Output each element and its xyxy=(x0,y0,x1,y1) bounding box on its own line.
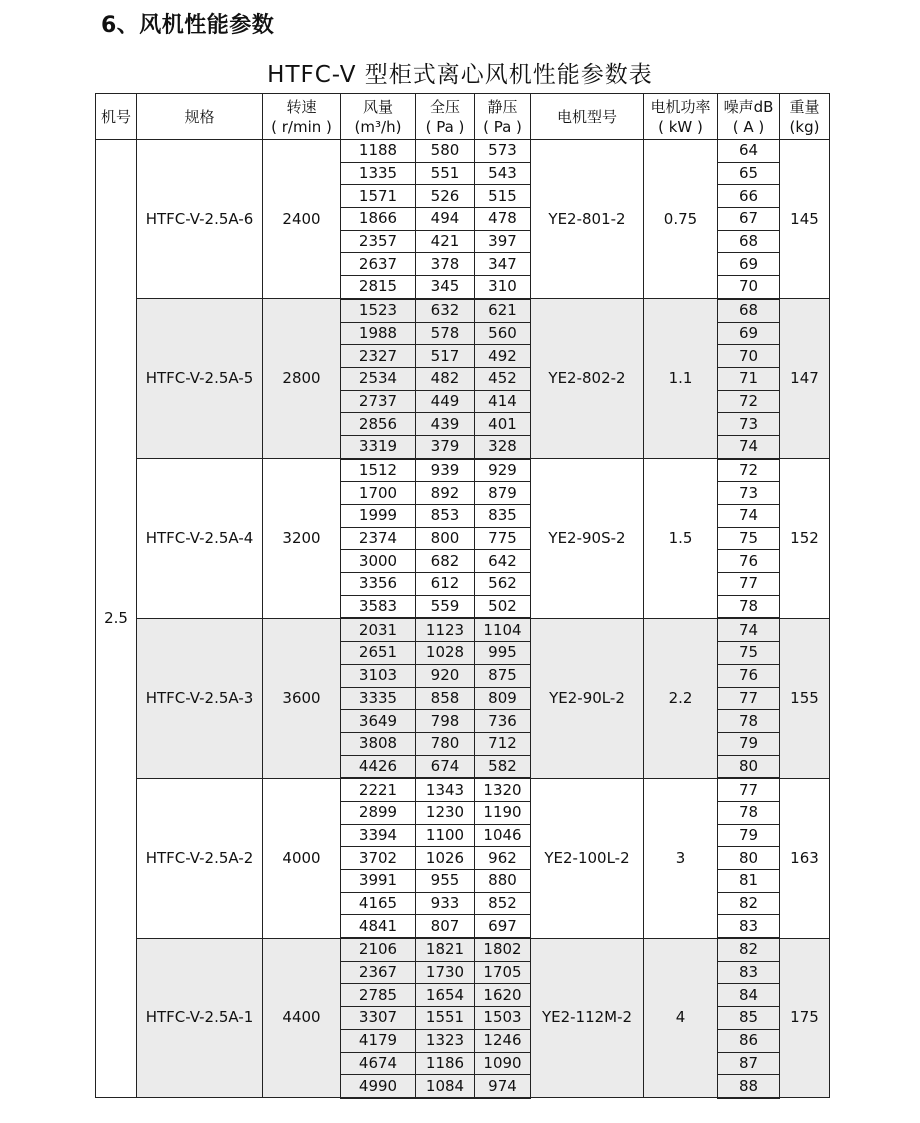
airflow-cell: 4674 xyxy=(341,1052,416,1075)
static-pressure-cell: 736 xyxy=(475,710,531,733)
total-pressure-cell: 379 xyxy=(416,435,475,458)
noise-cell: 86 xyxy=(718,1029,780,1052)
weight-cell: 147 xyxy=(780,299,830,459)
static-pressure-cell: 328 xyxy=(475,435,531,458)
total-pressure-cell: 1730 xyxy=(416,961,475,984)
airflow-cell: 3000 xyxy=(341,550,416,573)
static-pressure-cell: 397 xyxy=(475,230,531,253)
static-pressure-cell: 560 xyxy=(475,322,531,345)
airflow-cell: 2221 xyxy=(341,778,416,801)
total-pressure-cell: 1100 xyxy=(416,824,475,847)
static-pressure-cell: 835 xyxy=(475,505,531,528)
motor-power-cell: 1.5 xyxy=(644,459,718,619)
weight-cell: 175 xyxy=(780,938,830,1098)
noise-cell: 65 xyxy=(718,162,780,185)
static-pressure-cell: 697 xyxy=(475,915,531,938)
total-pressure-cell: 1028 xyxy=(416,642,475,665)
total-pressure-cell: 1123 xyxy=(416,618,475,641)
total-pressure-cell: 955 xyxy=(416,870,475,893)
airflow-cell: 2327 xyxy=(341,345,416,368)
airflow-cell: 2031 xyxy=(341,618,416,641)
spec-cell: HTFC-V-2.5A-5 xyxy=(137,299,263,459)
static-pressure-cell: 310 xyxy=(475,276,531,299)
motor-model-cell: YE2-100L-2 xyxy=(531,778,644,938)
header-row xyxy=(96,94,830,140)
noise-cell: 68 xyxy=(718,230,780,253)
airflow-cell: 2737 xyxy=(341,390,416,413)
airflow-cell: 1335 xyxy=(341,162,416,185)
total-pressure-cell: 526 xyxy=(416,185,475,208)
static-pressure-cell: 880 xyxy=(475,870,531,893)
airflow-cell: 1999 xyxy=(341,505,416,528)
static-pressure-cell: 502 xyxy=(475,595,531,618)
noise-cell: 69 xyxy=(718,322,780,345)
static-pressure-cell: 478 xyxy=(475,208,531,231)
total-pressure-cell: 612 xyxy=(416,573,475,596)
speed-cell: 3200 xyxy=(263,459,341,619)
airflow-cell: 2357 xyxy=(341,230,416,253)
motor-model-cell: YE2-90L-2 xyxy=(531,618,644,778)
motor-model-cell: YE2-112M-2 xyxy=(531,938,644,1098)
airflow-cell: 2815 xyxy=(341,276,416,299)
noise-cell: 79 xyxy=(718,824,780,847)
noise-cell: 66 xyxy=(718,185,780,208)
static-pressure-cell: 1620 xyxy=(475,984,531,1007)
airflow-cell: 2856 xyxy=(341,413,416,436)
total-pressure-cell: 858 xyxy=(416,687,475,710)
noise-cell: 78 xyxy=(718,801,780,824)
airflow-cell: 3335 xyxy=(341,687,416,710)
total-pressure-cell: 1026 xyxy=(416,847,475,870)
noise-cell: 88 xyxy=(718,1075,780,1098)
motor-power-cell: 3 xyxy=(644,778,718,938)
static-pressure-cell: 962 xyxy=(475,847,531,870)
spec-cell: HTFC-V-2.5A-3 xyxy=(137,618,263,778)
total-pressure-cell: 933 xyxy=(416,892,475,915)
static-pressure-cell: 1190 xyxy=(475,801,531,824)
table-row xyxy=(96,778,830,801)
airflow-cell: 3991 xyxy=(341,870,416,893)
noise-cell: 73 xyxy=(718,413,780,436)
total-pressure-cell: 798 xyxy=(416,710,475,733)
airflow-cell: 3307 xyxy=(341,1007,416,1030)
static-pressure-cell: 582 xyxy=(475,755,531,778)
static-pressure-cell: 995 xyxy=(475,642,531,665)
airflow-cell: 3649 xyxy=(341,710,416,733)
airflow-cell: 2374 xyxy=(341,527,416,550)
total-pressure-cell: 682 xyxy=(416,550,475,573)
total-pressure-cell: 632 xyxy=(416,299,475,322)
noise-cell: 87 xyxy=(718,1052,780,1075)
header-noise: 噪声dB ( A ) xyxy=(718,94,780,140)
speed-cell: 4000 xyxy=(263,778,341,938)
total-pressure-cell: 482 xyxy=(416,367,475,390)
static-pressure-cell: 347 xyxy=(475,253,531,276)
noise-cell: 74 xyxy=(718,618,780,641)
airflow-cell: 2534 xyxy=(341,367,416,390)
noise-cell: 77 xyxy=(718,687,780,710)
header-airflow: 风量 (m³/h) xyxy=(341,94,416,140)
total-pressure-cell: 378 xyxy=(416,253,475,276)
noise-cell: 77 xyxy=(718,778,780,801)
static-pressure-cell: 401 xyxy=(475,413,531,436)
total-pressure-cell: 449 xyxy=(416,390,475,413)
total-pressure-cell: 807 xyxy=(416,915,475,938)
noise-cell: 81 xyxy=(718,870,780,893)
airflow-cell: 3808 xyxy=(341,732,416,755)
static-pressure-cell: 573 xyxy=(475,140,531,163)
static-pressure-cell: 414 xyxy=(475,390,531,413)
motor-model-cell: YE2-90S-2 xyxy=(531,459,644,619)
noise-cell: 83 xyxy=(718,961,780,984)
airflow-cell: 1571 xyxy=(341,185,416,208)
total-pressure-cell: 939 xyxy=(416,459,475,482)
total-pressure-cell: 517 xyxy=(416,345,475,368)
airflow-cell: 4165 xyxy=(341,892,416,915)
header-speed: 转速 ( r/min ) xyxy=(263,94,341,140)
table-row xyxy=(96,938,830,961)
motor-model-cell: YE2-801-2 xyxy=(531,140,644,299)
static-pressure-cell: 809 xyxy=(475,687,531,710)
airflow-cell: 3702 xyxy=(341,847,416,870)
noise-cell: 67 xyxy=(718,208,780,231)
noise-cell: 77 xyxy=(718,573,780,596)
header-motor-power: 电机功率 ( kW ) xyxy=(644,94,718,140)
section-heading: 6、风机性能参数 xyxy=(101,13,275,38)
speed-cell: 2400 xyxy=(263,140,341,299)
speed-cell: 4400 xyxy=(263,938,341,1098)
speed-cell: 3600 xyxy=(263,618,341,778)
static-pressure-cell: 452 xyxy=(475,367,531,390)
total-pressure-cell: 1084 xyxy=(416,1075,475,1098)
header-weight: 重量 (kg) xyxy=(780,94,830,140)
static-pressure-cell: 775 xyxy=(475,527,531,550)
noise-cell: 70 xyxy=(718,276,780,299)
total-pressure-cell: 580 xyxy=(416,140,475,163)
noise-cell: 76 xyxy=(718,550,780,573)
noise-cell: 82 xyxy=(718,892,780,915)
total-pressure-cell: 578 xyxy=(416,322,475,345)
total-pressure-cell: 800 xyxy=(416,527,475,550)
noise-cell: 80 xyxy=(718,847,780,870)
static-pressure-cell: 1104 xyxy=(475,618,531,641)
header-machine-no: 机号 xyxy=(96,94,137,140)
static-pressure-cell: 642 xyxy=(475,550,531,573)
airflow-cell: 4841 xyxy=(341,915,416,938)
table-row xyxy=(96,299,830,322)
airflow-cell: 4179 xyxy=(341,1029,416,1052)
total-pressure-cell: 920 xyxy=(416,664,475,687)
noise-cell: 70 xyxy=(718,345,780,368)
weight-cell: 163 xyxy=(780,778,830,938)
table-row xyxy=(96,459,830,482)
motor-power-cell: 1.1 xyxy=(644,299,718,459)
static-pressure-cell: 1503 xyxy=(475,1007,531,1030)
noise-cell: 69 xyxy=(718,253,780,276)
airflow-cell: 3583 xyxy=(341,595,416,618)
airflow-cell: 1512 xyxy=(341,459,416,482)
spec-cell: HTFC-V-2.5A-4 xyxy=(137,459,263,619)
static-pressure-cell: 1705 xyxy=(475,961,531,984)
noise-cell: 82 xyxy=(718,938,780,961)
static-pressure-cell: 1802 xyxy=(475,938,531,961)
noise-cell: 74 xyxy=(718,435,780,458)
total-pressure-cell: 494 xyxy=(416,208,475,231)
noise-cell: 78 xyxy=(718,710,780,733)
airflow-cell: 2785 xyxy=(341,984,416,1007)
static-pressure-cell: 875 xyxy=(475,664,531,687)
total-pressure-cell: 780 xyxy=(416,732,475,755)
total-pressure-cell: 1343 xyxy=(416,778,475,801)
noise-cell: 74 xyxy=(718,505,780,528)
header-spec: 规格 xyxy=(137,94,263,140)
static-pressure-cell: 515 xyxy=(475,185,531,208)
airflow-cell: 1866 xyxy=(341,208,416,231)
noise-cell: 84 xyxy=(718,984,780,1007)
machine-no-cell: 2.5 xyxy=(96,140,137,1098)
spec-cell: HTFC-V-2.5A-1 xyxy=(137,938,263,1098)
noise-cell: 75 xyxy=(718,642,780,665)
weight-cell: 145 xyxy=(780,140,830,299)
airflow-cell: 1988 xyxy=(341,322,416,345)
airflow-cell: 4426 xyxy=(341,755,416,778)
noise-cell: 72 xyxy=(718,390,780,413)
airflow-cell: 3319 xyxy=(341,435,416,458)
airflow-cell: 2367 xyxy=(341,961,416,984)
noise-cell: 80 xyxy=(718,755,780,778)
static-pressure-cell: 712 xyxy=(475,732,531,755)
noise-cell: 79 xyxy=(718,732,780,755)
table-row xyxy=(96,618,830,641)
static-pressure-cell: 562 xyxy=(475,573,531,596)
total-pressure-cell: 1551 xyxy=(416,1007,475,1030)
spec-cell: HTFC-V-2.5A-6 xyxy=(137,140,263,299)
total-pressure-cell: 551 xyxy=(416,162,475,185)
noise-cell: 83 xyxy=(718,915,780,938)
total-pressure-cell: 421 xyxy=(416,230,475,253)
table-title: HTFC-V 型柜式离心风机性能参数表 xyxy=(267,62,653,88)
spec-cell: HTFC-V-2.5A-2 xyxy=(137,778,263,938)
header-static-pressure: 静压 ( Pa ) xyxy=(475,94,531,140)
airflow-cell: 2637 xyxy=(341,253,416,276)
noise-cell: 68 xyxy=(718,299,780,322)
airflow-cell: 2899 xyxy=(341,801,416,824)
table-row xyxy=(96,140,830,163)
motor-power-cell: 2.2 xyxy=(644,618,718,778)
static-pressure-cell: 974 xyxy=(475,1075,531,1098)
noise-cell: 73 xyxy=(718,482,780,505)
table-body xyxy=(96,140,830,1098)
weight-cell: 155 xyxy=(780,618,830,778)
total-pressure-cell: 1186 xyxy=(416,1052,475,1075)
noise-cell: 85 xyxy=(718,1007,780,1030)
airflow-cell: 2106 xyxy=(341,938,416,961)
airflow-cell: 3103 xyxy=(341,664,416,687)
static-pressure-cell: 929 xyxy=(475,459,531,482)
total-pressure-cell: 559 xyxy=(416,595,475,618)
weight-cell: 152 xyxy=(780,459,830,619)
noise-cell: 78 xyxy=(718,595,780,618)
noise-cell: 76 xyxy=(718,664,780,687)
total-pressure-cell: 674 xyxy=(416,755,475,778)
static-pressure-cell: 543 xyxy=(475,162,531,185)
total-pressure-cell: 892 xyxy=(416,482,475,505)
static-pressure-cell: 492 xyxy=(475,345,531,368)
noise-cell: 64 xyxy=(718,140,780,163)
airflow-cell: 1188 xyxy=(341,140,416,163)
total-pressure-cell: 1230 xyxy=(416,801,475,824)
total-pressure-cell: 1323 xyxy=(416,1029,475,1052)
airflow-cell: 4990 xyxy=(341,1075,416,1098)
total-pressure-cell: 1654 xyxy=(416,984,475,1007)
static-pressure-cell: 879 xyxy=(475,482,531,505)
airflow-cell: 1523 xyxy=(341,299,416,322)
total-pressure-cell: 853 xyxy=(416,505,475,528)
airflow-cell: 2651 xyxy=(341,642,416,665)
total-pressure-cell: 1821 xyxy=(416,938,475,961)
motor-power-cell: 4 xyxy=(644,938,718,1098)
speed-cell: 2800 xyxy=(263,299,341,459)
motor-model-cell: YE2-802-2 xyxy=(531,299,644,459)
static-pressure-cell: 621 xyxy=(475,299,531,322)
static-pressure-cell: 1246 xyxy=(475,1029,531,1052)
airflow-cell: 1700 xyxy=(341,482,416,505)
header-total-pressure: 全压 ( Pa ) xyxy=(416,94,475,140)
total-pressure-cell: 439 xyxy=(416,413,475,436)
noise-cell: 75 xyxy=(718,527,780,550)
motor-power-cell: 0.75 xyxy=(644,140,718,299)
noise-cell: 72 xyxy=(718,459,780,482)
airflow-cell: 3356 xyxy=(341,573,416,596)
header-motor-model: 电机型号 xyxy=(531,94,644,140)
static-pressure-cell: 852 xyxy=(475,892,531,915)
static-pressure-cell: 1046 xyxy=(475,824,531,847)
noise-cell: 71 xyxy=(718,367,780,390)
airflow-cell: 3394 xyxy=(341,824,416,847)
performance-table xyxy=(95,93,830,1099)
total-pressure-cell: 345 xyxy=(416,276,475,299)
static-pressure-cell: 1320 xyxy=(475,778,531,801)
static-pressure-cell: 1090 xyxy=(475,1052,531,1075)
